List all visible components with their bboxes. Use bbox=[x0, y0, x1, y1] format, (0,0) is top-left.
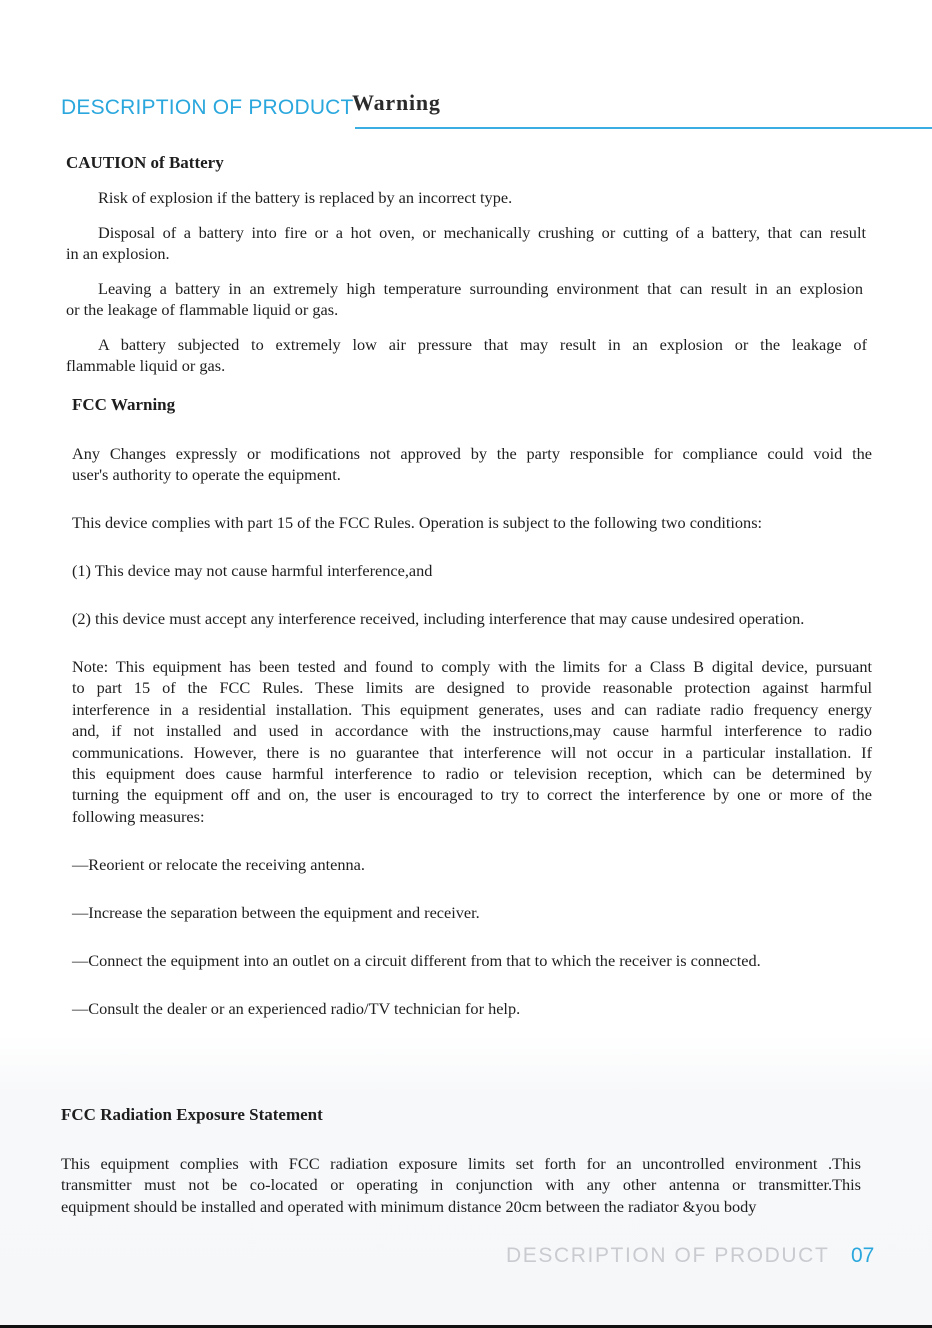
fcc-condition-1: (1) This device may not cause harmful interference,and bbox=[72, 561, 433, 580]
fcc-note-paragraph bbox=[72, 656, 872, 827]
measure-item: —Connect the equipment into an outlet on a circuit different from that to which the receiver is connected. bbox=[72, 951, 761, 970]
measure-item: —Increase the separation between the equipment and receiver. bbox=[72, 903, 480, 922]
header-divider bbox=[355, 127, 932, 129]
page-number: 07 bbox=[851, 1244, 875, 1267]
text-line: to part 15 of the FCC Rules. These limits are designed to provide reasonable protection against harmful bbox=[72, 678, 872, 698]
text-line: turning the equipment off and on, the user is encouraged to try to correct the interference by one or more of the bbox=[72, 785, 872, 805]
text-line: following measures: bbox=[72, 806, 205, 826]
text-line: A battery subjected to extremely low air pressure that may result in an explosion or the leakage of bbox=[98, 335, 867, 354]
fcc-complies-paragraph: This device complies with part 15 of the FCC Rules. Operation is subject to the following two conditions: bbox=[72, 513, 763, 532]
radiation-heading: FCC Radiation Exposure Statement bbox=[61, 1105, 323, 1124]
text-line: Note: This equipment has been tested and found to comply with the limits for a Class B digital device, pursuant bbox=[72, 657, 872, 676]
radiation-paragraph bbox=[61, 1153, 861, 1217]
fcc-condition-2: (2) this device must accept any interference received, including interference that may cause undesired operation. bbox=[72, 609, 805, 628]
battery-paragraph-3 bbox=[66, 278, 863, 321]
text-line: Leaving a battery in an extremely high temperature surrounding environment that can result in an explosion bbox=[98, 279, 863, 298]
battery-paragraph-2 bbox=[66, 222, 866, 265]
text-line: and, if not installed and used in accordance with the instructions,may cause harmful interference to radio bbox=[72, 721, 872, 741]
footer-section-label: DESCRIPTION OF PRODUCT bbox=[506, 1244, 830, 1267]
text-line: user's authority to operate the equipment. bbox=[72, 465, 341, 485]
text-line: communications. However, there is no guarantee that interference will not occur in a particular installation. If bbox=[72, 742, 872, 762]
fcc-warning-heading: FCC Warning bbox=[72, 395, 176, 414]
text-line: or the leakage of flammable liquid or gas. bbox=[66, 300, 339, 320]
fcc-changes-paragraph bbox=[72, 443, 872, 486]
battery-paragraph-4 bbox=[66, 334, 867, 377]
section-label: DESCRIPTION OF PRODUCT bbox=[61, 96, 354, 119]
text-line: transmitter must not be co-located or operating in conjunction with any other antenna or transmitter.This bbox=[61, 1175, 861, 1195]
text-line: in an explosion. bbox=[66, 244, 170, 264]
page-title: Warning bbox=[352, 90, 441, 115]
text-line: equipment should be installed and operated with minimum distance 20cm between the radiator &you body bbox=[61, 1196, 757, 1216]
battery-caution-heading: CAUTION of Battery bbox=[66, 153, 224, 172]
text-line: Disposal of a battery into fire or a hot oven, or mechanically crushing or cutting of a battery, that can result bbox=[98, 223, 866, 242]
text-line: This equipment complies with FCC radiation exposure limits set forth for an uncontrolled environment .This bbox=[61, 1154, 861, 1173]
text-line: Any Changes expressly or modifications not approved by the party responsible for compliance could void the bbox=[72, 444, 872, 463]
battery-paragraph-1: Risk of explosion if the battery is replaced by an incorrect type. bbox=[98, 188, 513, 207]
measure-item: —Consult the dealer or an experienced radio/TV technician for help. bbox=[72, 999, 521, 1018]
measure-item: —Reorient or relocate the receiving antenna. bbox=[72, 855, 365, 874]
text-line: flammable liquid or gas. bbox=[66, 356, 226, 376]
text-line: this equipment does cause harmful interference to radio or television reception, which can be determined by bbox=[72, 764, 872, 784]
text-line: interference in a residential installation. This equipment generates, uses and can radiate radio frequency energy bbox=[72, 699, 872, 719]
